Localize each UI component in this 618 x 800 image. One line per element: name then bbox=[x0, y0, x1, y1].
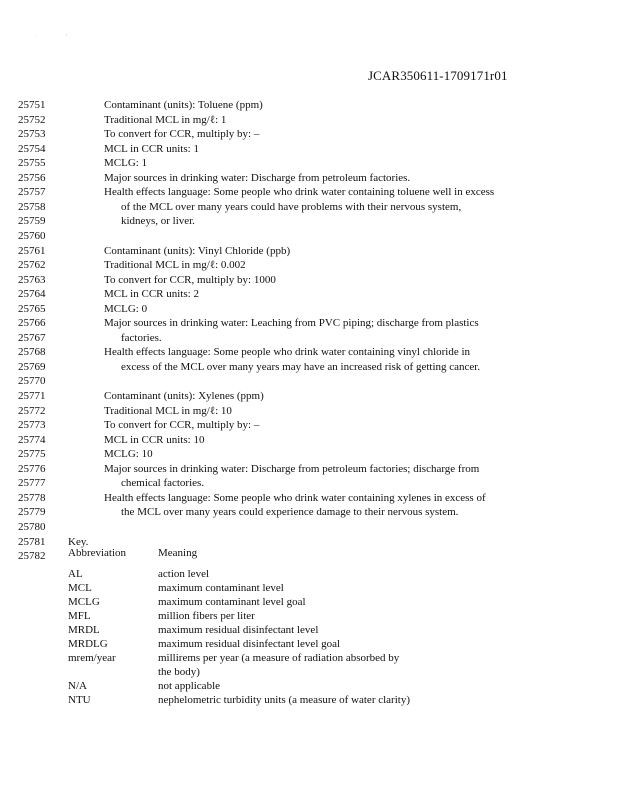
key-abbreviation: MCL bbox=[68, 582, 92, 594]
line-number: 25757 bbox=[18, 186, 46, 199]
line-text: Contaminant (units): Xylenes (ppm) bbox=[104, 390, 264, 402]
line-number: 25758 bbox=[18, 200, 46, 213]
key-heading: Key. bbox=[68, 535, 89, 548]
line-number: 25760 bbox=[18, 229, 46, 242]
line-number: 25756 bbox=[18, 171, 46, 184]
line-number: 25766 bbox=[18, 317, 46, 330]
line-text: Health effects language: Some people who drink water containing vinyl chloride in bbox=[104, 346, 471, 359]
line-text: MCLG: 10 bbox=[104, 448, 153, 461]
line-number: 25753 bbox=[18, 128, 46, 141]
line-number: 25777 bbox=[18, 477, 46, 490]
line-text: Major sources in drinking water: Leaching from PVC piping; discharge from plastics bbox=[104, 317, 479, 330]
line-number: 25754 bbox=[18, 142, 46, 155]
key-meaning: the body) bbox=[158, 666, 200, 678]
line-number: 25771 bbox=[18, 390, 46, 402]
line-number: 25775 bbox=[18, 448, 46, 461]
key-abbreviation: MRDLG bbox=[68, 638, 108, 650]
line-text: Major sources in drinking water: Discharge from petroleum factories; discharge from bbox=[104, 462, 480, 475]
line-text: of the MCL over many years could have problems with their nervous system, bbox=[121, 200, 462, 213]
key-meaning: millirems per year (a measure of radiation absorbed by bbox=[158, 652, 400, 664]
line-number: 25761 bbox=[18, 244, 46, 257]
line-number: 25770 bbox=[18, 375, 46, 388]
line-number: 25779 bbox=[18, 506, 46, 519]
line-text: To convert for CCR, multiply by: 1000 bbox=[104, 273, 276, 286]
line-text: Traditional MCL in mg/ℓ: 10 bbox=[104, 404, 232, 417]
scan-mark: ʹ bbox=[66, 34, 68, 40]
key-meaning: million fibers per liter bbox=[158, 610, 255, 622]
line-number: 25780 bbox=[18, 520, 46, 533]
line-number: 25776 bbox=[18, 462, 46, 475]
line-number: 25768 bbox=[18, 346, 46, 359]
line-number: 25762 bbox=[18, 259, 46, 272]
line-number: 25772 bbox=[18, 404, 46, 417]
line-number: 25778 bbox=[18, 491, 46, 504]
line-number: 25769 bbox=[18, 360, 46, 373]
line-number: 25782 bbox=[18, 550, 46, 563]
line-text: Health effects language: Some people who drink water containing xylenes in excess of bbox=[104, 491, 486, 504]
key-meaning: action level bbox=[158, 568, 210, 580]
key-abbreviation: MRDL bbox=[68, 624, 100, 636]
line-text: To convert for CCR, multiply by: – bbox=[104, 128, 260, 141]
line-number: 25773 bbox=[18, 419, 46, 432]
key-meaning: nephelometric turbidity units (a measure of water clarity) bbox=[158, 694, 410, 706]
key-abbreviation: AL bbox=[68, 568, 83, 580]
key-meaning: maximum residual disinfectant level goal bbox=[158, 638, 341, 650]
line-text: the MCL over many years could experience damage to their nervous system. bbox=[121, 506, 459, 519]
line-text: MCLG: 1 bbox=[104, 157, 148, 170]
key-meaning: not applicable bbox=[158, 680, 221, 692]
line-text: Contaminant (units): Vinyl Chloride (ppb) bbox=[104, 244, 291, 257]
line-text: Contaminant (units): Toluene (ppm) bbox=[104, 99, 263, 111]
scan-mark: · bbox=[35, 34, 37, 40]
line-text: Major sources in drinking water: Discharge from petroleum factories. bbox=[104, 171, 411, 184]
line-number: 25751 bbox=[18, 99, 46, 111]
line-text: kidneys, or liver. bbox=[121, 215, 195, 228]
line-text: chemical factories. bbox=[121, 477, 205, 490]
line-number: 25774 bbox=[18, 433, 46, 446]
line-number: 25755 bbox=[18, 157, 46, 170]
line-number: 25763 bbox=[18, 273, 46, 286]
line-text: MCLG: 0 bbox=[104, 302, 148, 315]
line-number: 25767 bbox=[18, 331, 46, 344]
line-text: factories. bbox=[121, 331, 162, 344]
line-text: Health effects language: Some people who drink water containing toluene well in excess bbox=[104, 186, 495, 199]
line-number: 25765 bbox=[18, 302, 46, 315]
key-abbreviation: MCLG bbox=[68, 596, 100, 608]
line-number: 25759 bbox=[18, 215, 46, 228]
key-abbreviation: MFL bbox=[68, 610, 91, 622]
line-number: 25752 bbox=[18, 113, 46, 126]
line-text: Traditional MCL in mg/ℓ: 0.002 bbox=[104, 259, 246, 272]
key-abbreviation: N/A bbox=[68, 680, 87, 692]
key-meaning: maximum residual disinfectant level bbox=[158, 624, 319, 636]
line-text: MCL in CCR units: 1 bbox=[104, 142, 199, 155]
line-number: 25764 bbox=[18, 288, 46, 301]
key-abbreviation: mrem/year bbox=[68, 652, 116, 664]
header-meaning: Meaning bbox=[158, 547, 198, 559]
line-text: MCL in CCR units: 10 bbox=[104, 433, 205, 446]
line-text: MCL in CCR units: 2 bbox=[104, 288, 199, 301]
line-text: Traditional MCL in mg/ℓ: 1 bbox=[104, 113, 227, 126]
key-meaning: maximum contaminant level goal bbox=[158, 596, 306, 608]
key-meaning: maximum contaminant level bbox=[158, 582, 284, 594]
line-text: To convert for CCR, multiply by: – bbox=[104, 419, 260, 432]
document-id: JCAR350611-1709171r01 bbox=[368, 68, 508, 83]
line-number: 25781 bbox=[18, 535, 46, 548]
header-abbreviation: Abbreviation bbox=[68, 547, 127, 559]
key-abbreviation: NTU bbox=[68, 694, 91, 706]
line-text: excess of the MCL over many years may have an increased risk of getting cancer. bbox=[121, 360, 481, 373]
